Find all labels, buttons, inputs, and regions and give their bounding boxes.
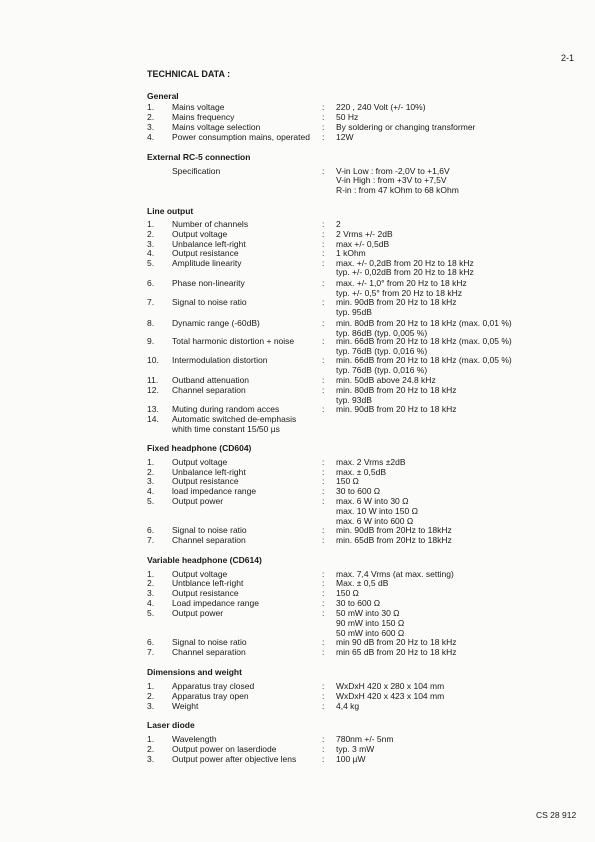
colon-separator: :: [322, 229, 325, 239]
spec-row: [0, 486, 595, 496]
item-number: 4.: [147, 248, 155, 258]
colon-separator: :: [322, 734, 325, 744]
spec-row-continuation: [0, 175, 595, 185]
item-number: 1.: [147, 734, 155, 744]
item-number: 7.: [147, 535, 155, 545]
spec-value: 2 Vrms +/- 2dB: [336, 229, 393, 239]
spec-value: max. ± 0,5dB: [336, 467, 387, 477]
spec-value: 150 Ω: [336, 588, 359, 598]
item-number: 8.: [147, 318, 155, 328]
item-number: 2.: [147, 744, 155, 754]
spec-value: 50 mW into 600 Ω: [336, 628, 405, 638]
spec-label: Apparatus tray open: [172, 691, 249, 701]
spec-row: [0, 608, 595, 618]
spec-value: max. 6 W into 30 Ω: [336, 496, 409, 506]
item-number: 3.: [147, 701, 155, 711]
spec-label: Mains voltage: [172, 102, 225, 112]
spec-row: [0, 457, 595, 467]
spec-label: Mains frequency: [172, 112, 235, 122]
spec-row: [0, 734, 595, 744]
item-number: 2.: [147, 467, 155, 477]
spec-row: [0, 476, 595, 486]
spec-row: [0, 102, 595, 112]
spec-label: Dynamic range (-60dB): [172, 318, 260, 328]
spec-label: Unbalance left-right: [172, 467, 246, 477]
item-number: 1.: [147, 102, 155, 112]
spec-value: 4,4 kg: [336, 701, 360, 711]
spec-row: [0, 229, 595, 239]
spec-row-continuation: [0, 185, 595, 195]
colon-separator: :: [322, 239, 325, 249]
colon-separator: :: [322, 525, 325, 535]
spec-value: min. 90dB from 20Hz to 18kHz: [336, 525, 452, 535]
colon-separator: :: [322, 297, 325, 307]
spec-value: max. 6 W into 600 Ω: [336, 516, 414, 526]
spec-label: Output resistance: [172, 248, 239, 258]
spec-row-continuation: [0, 267, 595, 277]
spec-label: Intermodulation distortion: [172, 355, 268, 365]
spec-row: [0, 535, 595, 545]
colon-separator: :: [322, 701, 325, 711]
colon-separator: :: [322, 588, 325, 598]
spec-label: Output voltage: [172, 229, 228, 239]
spec-label: Output power after objective lens: [172, 754, 297, 764]
spec-value: typ. 76dB (typ. 0,016 %): [336, 365, 428, 375]
spec-row: [0, 754, 595, 764]
item-number: 4.: [147, 486, 155, 496]
spec-value: Max. ± 0,5 dB: [336, 578, 389, 588]
spec-value: min. 80dB from 20 Hz to 18 kHz: [336, 385, 457, 395]
spec-value: 150 Ω: [336, 476, 359, 486]
spec-label: Total harmonic distortion + noise: [172, 336, 295, 346]
spec-value: WxDxH 420 x 280 x 104 mm: [336, 681, 445, 691]
item-number: 1.: [147, 457, 155, 467]
item-number: 9.: [147, 336, 155, 346]
spec-row: [0, 701, 595, 711]
spec-label: Output power: [172, 496, 224, 506]
colon-separator: :: [322, 476, 325, 486]
item-number: 6.: [147, 525, 155, 535]
spec-label: Power consumption mains, operated: [172, 132, 310, 142]
spec-label: Amplitude linearity: [172, 258, 242, 268]
colon-separator: :: [322, 355, 325, 365]
item-number: 2.: [147, 578, 155, 588]
item-number: 3.: [147, 239, 155, 249]
section-title: Dimensions and weight: [147, 667, 242, 677]
spec-row: [0, 637, 595, 647]
spec-row: [0, 598, 595, 608]
spec-label: Output resistance: [172, 588, 239, 598]
spec-value: max. +/- 1,0° from 20 Hz to 18 kHz: [336, 278, 467, 288]
spec-row: [0, 744, 595, 754]
spec-value: max. +/- 0,2dB from 20 Hz to 18 kHz: [336, 258, 474, 268]
colon-separator: :: [322, 598, 325, 608]
spec-value: min. 80dB from 20 Hz to 18 kHz (max. 0,01 %): [336, 318, 512, 328]
colon-separator: :: [322, 122, 325, 132]
colon-separator: :: [322, 404, 325, 414]
colon-separator: :: [322, 132, 325, 142]
colon-separator: :: [322, 647, 325, 657]
spec-value: 90 mW into 150 Ω: [336, 618, 405, 628]
spec-value: 100 µW: [336, 754, 366, 764]
spec-label: Output resistance: [172, 476, 239, 486]
colon-separator: :: [322, 754, 325, 764]
colon-separator: :: [322, 248, 325, 258]
spec-label: Weight: [172, 701, 199, 711]
item-number: 4.: [147, 598, 155, 608]
item-number: 10.: [147, 355, 159, 365]
spec-row: [0, 578, 595, 588]
item-number: 1.: [147, 681, 155, 691]
spec-row: [0, 588, 595, 598]
section-title: Laser diode: [147, 720, 195, 730]
spec-label: Channel separation: [172, 385, 246, 395]
spec-value: max. 2 Vrms ±2dB: [336, 457, 406, 467]
section-title: Fixed headphone (CD604): [147, 443, 252, 453]
item-number: 3.: [147, 754, 155, 764]
spec-value: 1 kOhm: [336, 248, 366, 258]
spec-row: [0, 248, 595, 258]
spec-value: R-in : from 47 kOhm to 68 kOhm: [336, 185, 459, 195]
item-number: 7.: [147, 297, 155, 307]
spec-value: min 65 dB from 20 Hz to 18 kHz: [336, 647, 457, 657]
item-number: 5.: [147, 496, 155, 506]
colon-separator: :: [322, 681, 325, 691]
spec-row: [0, 336, 595, 346]
item-number: 2.: [147, 229, 155, 239]
colon-separator: :: [322, 318, 325, 328]
spec-row: [0, 414, 595, 424]
item-number: 3.: [147, 122, 155, 132]
spec-row: [0, 691, 595, 701]
colon-separator: :: [322, 608, 325, 618]
item-number: 5.: [147, 258, 155, 268]
spec-row: [0, 355, 595, 365]
item-number: 3.: [147, 476, 155, 486]
spec-row: [0, 219, 595, 229]
colon-separator: :: [322, 637, 325, 647]
spec-value: max. 7,4 Vrms (at max. setting): [336, 569, 454, 579]
colon-separator: :: [322, 578, 325, 588]
item-number: 5.: [147, 608, 155, 618]
colon-separator: :: [322, 219, 325, 229]
item-number: 3.: [147, 588, 155, 598]
spec-value: min. 65dB from 20Hz to 18kHz: [336, 535, 452, 545]
spec-value: max +/- 0,5dB: [336, 239, 390, 249]
spec-label: Output voltage: [172, 569, 228, 579]
spec-row: [0, 112, 595, 122]
item-number: 12.: [147, 385, 159, 395]
spec-label: Wavelength: [172, 734, 217, 744]
spec-label: Output power on laserdiode: [172, 744, 277, 754]
item-number: 2.: [147, 112, 155, 122]
spec-label: Signal to noise ratio: [172, 525, 247, 535]
item-number: 1.: [147, 219, 155, 229]
spec-row-continuation: [0, 424, 595, 434]
spec-row-continuation: [0, 307, 595, 317]
spec-value: 12W: [336, 132, 354, 142]
spec-label: Outband attenuation: [172, 375, 250, 385]
spec-value: 780nm +/- 5nm: [336, 734, 394, 744]
colon-separator: :: [322, 385, 325, 395]
item-number: 13.: [147, 404, 159, 414]
spec-value: min. 90dB from 20 Hz to 18 kHz: [336, 297, 457, 307]
colon-separator: :: [322, 102, 325, 112]
item-number: 6.: [147, 637, 155, 647]
colon-separator: :: [322, 744, 325, 754]
footer-code: CS 28 912: [536, 810, 577, 820]
colon-separator: :: [322, 486, 325, 496]
spec-label: Load impedance range: [172, 598, 259, 608]
spec-row: [0, 297, 595, 307]
spec-value: typ. 93dB: [336, 395, 372, 405]
colon-separator: :: [322, 457, 325, 467]
item-number: 11.: [147, 375, 159, 385]
spec-label: Channel separation: [172, 535, 246, 545]
colon-separator: :: [322, 535, 325, 545]
colon-separator: :: [322, 496, 325, 506]
item-number: 6.: [147, 278, 155, 288]
spec-label: Unbalance left-right: [172, 239, 246, 249]
section-title: Line output: [147, 206, 194, 216]
spec-value: min. 66dB from 20 Hz to 18 kHz (max. 0,05 %): [336, 355, 512, 365]
section-title: External RC-5 connection: [147, 152, 251, 162]
spec-row: [0, 278, 595, 288]
item-number: 14.: [147, 414, 159, 424]
spec-row: [0, 404, 595, 414]
spec-row: [0, 647, 595, 657]
spec-label: Signal to noise ratio: [172, 297, 247, 307]
spec-value: 220 , 240 Volt (+/- 10%): [336, 102, 426, 112]
spec-value: 30 to 600 Ω: [336, 598, 381, 608]
spec-value: min 90 dB from 20 Hz to 18 kHz: [336, 637, 457, 647]
page-number: 2-1: [561, 53, 575, 63]
colon-separator: :: [322, 278, 325, 288]
colon-separator: :: [322, 569, 325, 579]
spec-row: [0, 496, 595, 506]
spec-label: Automatic switched de-emphasis: [172, 414, 297, 424]
spec-value: min. 90dB from 20 Hz to 18 kHz: [336, 404, 457, 414]
spec-row-continuation: [0, 618, 595, 628]
spec-row-continuation: [0, 365, 595, 375]
spec-label: Untblance left-right: [172, 578, 244, 588]
spec-value: typ. 95dB: [336, 307, 372, 317]
item-number: 1.: [147, 569, 155, 579]
spec-row: [0, 385, 595, 395]
item-number: 7.: [147, 647, 155, 657]
spec-value: typ. +/- 0,02dB from 20 Hz to 18 kHz: [336, 267, 474, 277]
section-title: Variable headphone (CD614): [147, 555, 262, 565]
spec-label: Output voltage: [172, 457, 228, 467]
colon-separator: :: [322, 166, 325, 176]
spec-row: [0, 375, 595, 385]
document-title: TECHNICAL DATA :: [147, 69, 231, 79]
spec-value: min. 66dB from 20 Hz to 18 kHz (max. 0,05 %): [336, 336, 512, 346]
spec-value: typ. 76dB (typ. 0,016 %): [336, 346, 428, 356]
spec-row: [0, 525, 595, 535]
spec-label: Output power: [172, 608, 224, 618]
spec-value: 30 to 600 Ω: [336, 486, 381, 496]
spec-value: V-in Low : from -2,0V to +1,6V: [336, 166, 450, 176]
spec-value: typ. 3 mW: [336, 744, 375, 754]
spec-value: typ. 86dB (typ. 0,005 %): [336, 328, 428, 338]
spec-row: [0, 132, 595, 142]
spec-label: Channel separation: [172, 647, 246, 657]
colon-separator: :: [322, 691, 325, 701]
colon-separator: :: [322, 336, 325, 346]
spec-label: Muting during random acces: [172, 404, 280, 414]
spec-value: WxDxH 420 x 423 x 104 mm: [336, 691, 445, 701]
colon-separator: :: [322, 112, 325, 122]
spec-value: 2: [336, 219, 341, 229]
item-number: 2.: [147, 691, 155, 701]
spec-value: max. 10 W into 150 Ω: [336, 506, 418, 516]
spec-value: By soldering or changing transformer: [336, 122, 476, 132]
spec-label: Apparatus tray closed: [172, 681, 255, 691]
spec-value: 50 mW into 30 Ω: [336, 608, 400, 618]
spec-value: min. 50dB above 24.8 kHz: [336, 375, 436, 385]
spec-label: Signal to noise ratio: [172, 637, 247, 647]
spec-value: V-in High : from +3V to +7,5V: [336, 175, 447, 185]
spec-label: Specification: [172, 166, 221, 176]
item-number: 4.: [147, 132, 155, 142]
colon-separator: :: [322, 258, 325, 268]
colon-separator: :: [322, 375, 325, 385]
spec-value: 50 Hz: [336, 112, 359, 122]
spec-row: [0, 122, 595, 132]
spec-label: Mains voltage selection: [172, 122, 261, 132]
spec-row-continuation: [0, 506, 595, 516]
spec-label: whith time constant 15/50 µs: [172, 424, 280, 434]
spec-row: [0, 681, 595, 691]
spec-label: Number of channels: [172, 219, 249, 229]
spec-row: [0, 318, 595, 328]
spec-value: typ. +/- 0,5° from 20 Hz to 18 kHz: [336, 288, 462, 298]
colon-separator: :: [322, 467, 325, 477]
section-title: General: [147, 91, 179, 101]
spec-label: load impedance range: [172, 486, 257, 496]
spec-label: Phase non-linearity: [172, 278, 245, 288]
